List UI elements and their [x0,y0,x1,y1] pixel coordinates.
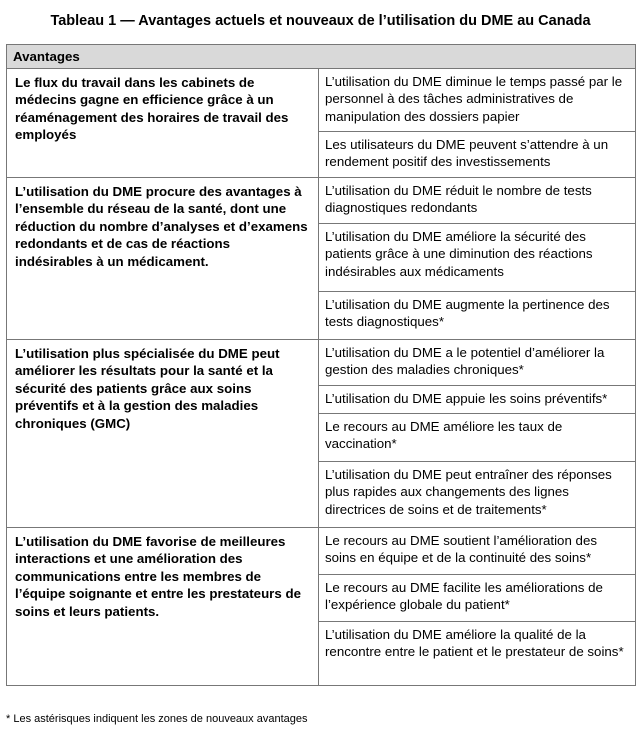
table-row [7,339,636,385]
benefit-item: L’utilisation du DME augmente la pertinence des tests diagnostiques* [319,291,636,339]
benefit-item: L’utilisation du DME améliore la sécurité des patients grâce à une diminution des réactions indésirables aux médicaments [319,223,636,291]
benefit-item: L’utilisation du DME réduit le nombre de tests diagnostiques redondants [319,177,636,223]
benefit-item: Les utilisateurs du DME peuvent s’attendre à un rendement positif des investissements [319,131,636,177]
table-row [7,68,636,131]
benefit-item: Le recours au DME facilite les améliorations de l’expérience globale du patient* [319,574,636,621]
benefit-item: Le recours au DME améliore les taux de vaccination* [319,413,636,461]
benefit-item: L’utilisation du DME diminue le temps passé par le personnel à des tâches administratives de manipulation des dossiers papier [319,68,636,131]
benefits-table [6,44,636,686]
benefit-item: Le recours au DME soutient l’amélioration des soins en équipe et de la continuité des soins* [319,527,636,574]
group-label: L’utilisation du DME favorise de meilleures interactions et une amélioration des communications entre les membres de l’équipe soignante et entre les prestateurs de soins et leurs patients. [7,527,319,685]
benefit-item: L’utilisation du DME a le potentiel d’améliorer la gestion des maladies chroniques* [319,339,636,385]
table-header: Avantages [7,45,636,69]
table-row [7,177,636,223]
table-row [7,527,636,574]
benefit-item: L’utilisation du DME appuie les soins préventifs* [319,385,636,413]
table-title: Tableau 1 — Avantages actuels et nouveaux de l’utilisation du DME au Canada [50,13,591,29]
table-header-row [7,45,636,69]
footnote: * Les astérisques indiquent les zones de nouveaux avantages [6,713,308,725]
group-label: Le flux du travail dans les cabinets de médecins gagne en efficience grâce à un réaménagement des horaires de travail des employés [7,68,319,177]
benefit-item: L’utilisation du DME peut entraîner des réponses plus rapides aux changements des lignes directrices de soins et de traitements* [319,461,636,527]
benefit-item: L’utilisation du DME améliore la qualité de la rencontre entre le patient et le prestateur de soins* [319,621,636,685]
group-label: L’utilisation plus spécialisée du DME peut améliorer les résultats pour la santé et la sécurité des patients grâce aux soins préventifs et à la gestion des maladies chroniques (GMC) [7,339,319,527]
group-label: L’utilisation du DME procure des avantages à l’ensemble du réseau de la santé, dont une réduction du nombre d’analyses et d’examens redondants et de cas de réactions indésirables à un médicament. [7,177,319,339]
